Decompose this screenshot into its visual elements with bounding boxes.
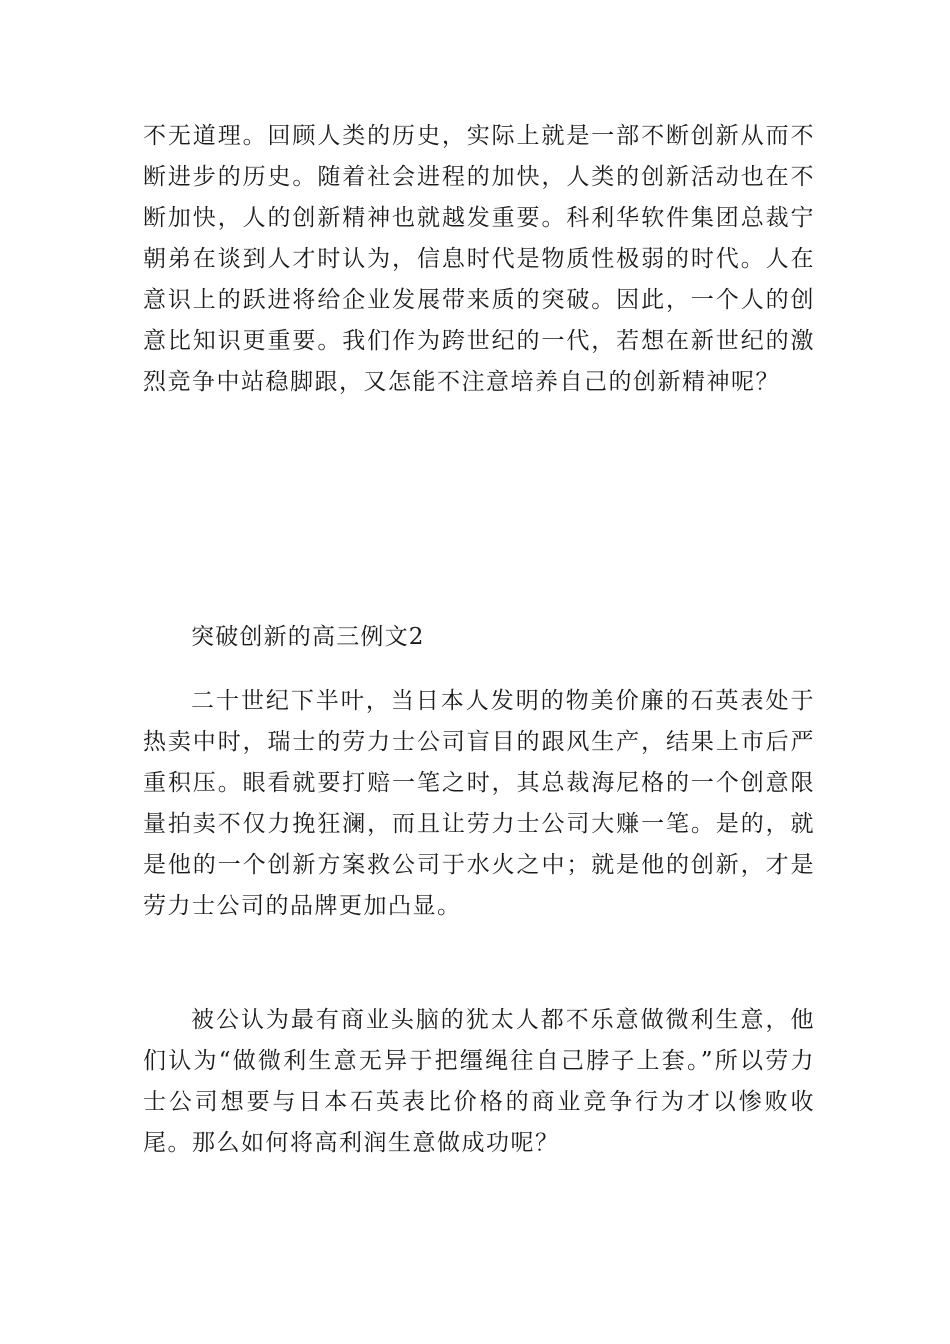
- section-title: 突破创新的高三例文2: [191, 624, 425, 650]
- paragraph-jewish-business: 被公认为最有商业头脑的犹太人都不乐意做微利生意，他们认为“做微利生意无异于把缰绳往自己脖子上套。”所以劳力士公司想要与日本石英表比价格的商业竞争行为才以惨败收尾。那么如何将高利润生意做成功呢？: [143, 1007, 815, 1156]
- paragraph-continuation: 不无道理。回顾人类的历史，实际上就是一部不断创新从而不断进步的历史。随着社会进程的加快，人类的创新活动也在不断加快，人的创新精神也就越发重要。科利华软件集团总裁宁朝弟在谈到人才时认为，信息时代是物质性极弱的时代。人在意识上的跃进将给企业发展带来质的突破。因此，一个人的创意比知识更重要。我们作为跨世纪的一代，若想在新世纪的激烈竞争中站稳脚跟，又怎能不注意培养自己的创新精神呢？: [143, 123, 815, 395]
- paragraph-rolex-story: 二十世纪下半叶，当日本人发明的物美价廉的石英表处于热卖中时，瑞士的劳力士公司盲目的跟风生产，结果上市后严重积压。眼看就要打赔一笔之时，其总裁海尼格的一个创意限量拍卖不仅力挽狂澜，而且让劳力士公司大赚一笔。是的，就是他的一个创新方案救公司于水火之中；就是他的创新，才是劳力士公司的品牌更加凸显。: [143, 688, 815, 919]
